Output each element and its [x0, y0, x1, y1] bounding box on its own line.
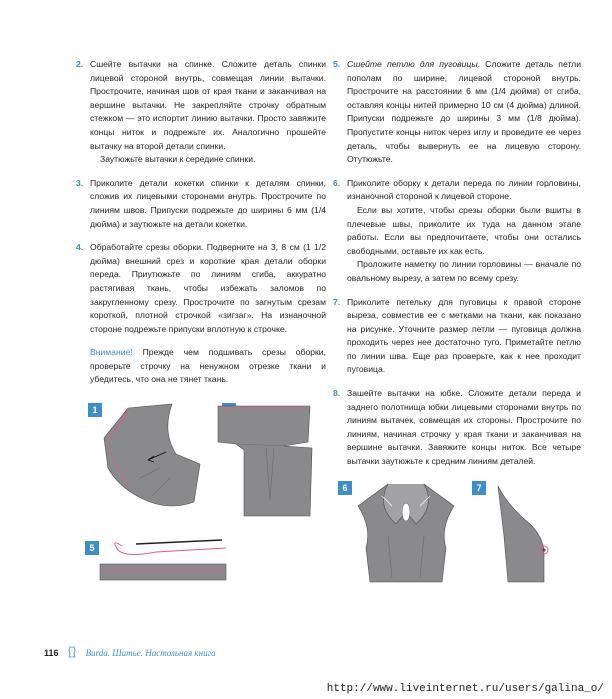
figure-1-badge: 1	[88, 403, 102, 417]
step-extra: Если вы хотите, чтобы срезы оборки были вшиты в плечевые швы, приколите их туда на данном этапе работы. Если вы предпочитаете, чтобы они остались свободными, оставьте их как есть.	[347, 204, 581, 256]
warning-note	[76, 346, 326, 387]
step-number: 3.	[76, 177, 84, 188]
source-url: http://www.liveinternet.ru/users/galina_o/	[326, 683, 604, 695]
step-number: 2.	[76, 59, 84, 69]
figure-6-badge: 6	[338, 481, 352, 495]
book-title: Burda. Шитье. Настольная книга	[85, 648, 216, 658]
step-5	[333, 58, 581, 167]
step-lead: Сшейте петлю для пуговицы	[347, 59, 478, 69]
right-column	[333, 58, 581, 479]
step-text: Сшейте вытачки на спинке. Сложите деталь спинки лицевой стороной внутрь, совмещая линии вытачки. Прострочите, начиная шов от края ткани и заканчивая на вершине вытачки. Не закрепляйте строчку обратным стежком — это испортит линию вытачки. Просто завяжите концы ниток и подрежьте их. Аналогично прошейте вытачку на второй детали спинки.	[90, 59, 326, 151]
page-footer	[44, 646, 216, 658]
step-3	[76, 177, 326, 231]
step-body: . Сложите деталь петли пополам по ширине, лицевой стороной внутрь. Прострочите на расстоянии 6 мм (1/4 дюйма) от сгиба, оставляя концы нитей примерно 10 см (4 дюйма) длиной. Припуски подрежьте до ширины 3 мм (1/8 дюйма). Пропустите концы ниток через иглу и проведите ее через деталь, чтобы вывернуть ее на лицевую сторону. Отутюжьте.	[347, 59, 581, 165]
step-text: Приколите оборку к детали переда по линии горловины, изнаночной стороной к лицевой стороне.	[347, 177, 581, 202]
step-number: 8.	[333, 388, 341, 399]
figure-3-back-pieces	[214, 400, 324, 520]
figure-5-button-loop	[96, 534, 236, 590]
dress-form-icon	[67, 646, 77, 658]
page-number: 116	[44, 648, 59, 658]
figure-7-badge: 7	[472, 481, 486, 495]
step-2	[76, 58, 326, 167]
warning-text: Прежде чем подшивать срезы оборки, проверьте строчку на ненужном отрезке ткани и убедитесь, что она не тянет ткань.	[90, 347, 326, 385]
step-4	[76, 241, 326, 336]
step-text: Приколите детали кокетки спинки к деталям спинки, сложив их лицевыми сторонами внутрь. Прострочите по линиям швов. Припуски подрежьте до ширины 6 мм (1/4 дюйма) и заутюжьте на детали кокетки.	[90, 177, 326, 229]
figure-7-button-loop-detail	[486, 476, 556, 586]
figure-1-back-yoke	[100, 398, 210, 518]
step-number: 5.	[333, 59, 341, 69]
step-extra: Проложите наметку по линии горловины — вначале по овальному вырезу, а затем по всему срезу.	[347, 259, 581, 283]
step-number: 4.	[76, 242, 84, 253]
figure-6-front-bodice	[352, 476, 460, 586]
warning-label: Внимание!	[90, 347, 133, 358]
step-6	[333, 177, 581, 286]
figure-5-badge: 5	[85, 541, 99, 555]
step-number: 7.	[333, 296, 341, 307]
step-number: 6.	[333, 177, 341, 188]
step-7	[333, 296, 581, 378]
step-8	[333, 387, 581, 469]
step-text: Приколите петельку для пуговицы к правой стороне выреза, совместив ее с метками на ткани, как показано на рисунке. Уточните размер петли — пуговица должна проходить через нее достаточно туго. Приметайте петлю по линии шва. Еще раз проверьте, как к нее проходит пуговица.	[347, 296, 581, 375]
step-text: Зашейте вытачки на юбке. Сложите детали переда и заднего полотнища юбки лицевыми сторонами внутрь по линиям вытачек, совмещая их стороны. Прострочите по линиям, начиная строчку у края ткани и заканчивая на вершине вытачки. Завяжите концы ниток. Все четыре вытачки заутюжьте к средним линиям деталей.	[347, 388, 581, 467]
left-column	[76, 58, 326, 397]
step-extra: Заутюжьте вытачки к середине спинки.	[100, 154, 256, 165]
step-text	[347, 58, 581, 167]
step-text: Обработайте срезы оборки. Подверните на 3, 8 см (1 1/2 дюйма) внешний срез и короткие края детали оборки переда. Приутюжьте по линиям сгиба, аккуратно растягивая ткань, чтобы избежать заломов по закругленному срезу. Прострочите по загнутым срезам короткой, плотной строчкой «зигзаг». На изнаночной стороне подрежьте припуски вплотную к строчке.	[90, 242, 326, 334]
